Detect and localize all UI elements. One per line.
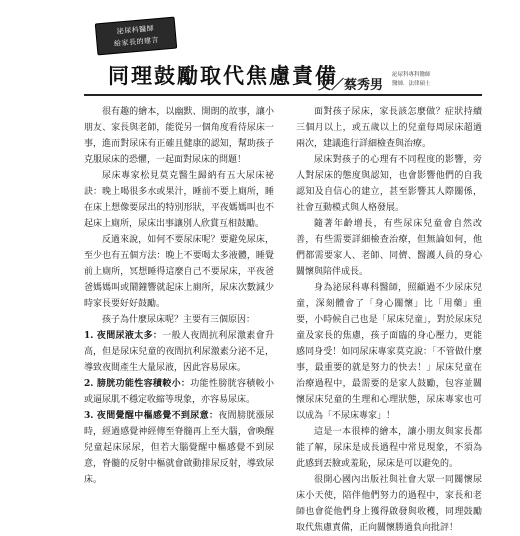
- cause-heading: 1. 夜間尿液太多：: [84, 331, 163, 341]
- cause-text: 一般人夜間抗利尿激素會升高，但是尿床兒童的夜間抗利尿激素分泌不足，導致夜間產生大量尿液，因此容易尿床。: [84, 331, 274, 373]
- credential-line: 泌尿科專科醫師: [392, 72, 431, 78]
- cause-heading: 2. 膀胱功能性容積較小：: [84, 379, 191, 389]
- author-credentials: [392, 71, 462, 89]
- cause-text: 功能性膀胱容積較小或逼尿肌不穩定收縮等現象，亦容易尿床。: [84, 379, 274, 405]
- title-divider: [84, 94, 482, 96]
- paragraph: 反過來說，如何不要尿床呢？要避免尿床，至少也有五個方法：晚上不要喝太多液體，睡覺前上廁所，冥想睡得這麼自己不要尿床，平夜爸爸媽媽叫或鬧鐘響就起床上廁所，尿床次數減少時家長要好好鼓勵。: [84, 235, 274, 309]
- badge-line-2: 給家長的建言: [113, 36, 160, 48]
- paragraph: 很開心國內出版社與社會大眾一同關懷尿床小天使，陪伴他們努力的過程中，家長和老師也會從他們身上獲得啟發與收穫，同理鼓勵取代焦慮責備，正向關懷勝過負向批評！: [296, 475, 482, 533]
- left-text-column: [84, 104, 274, 489]
- cause-item: [84, 376, 274, 408]
- column-badge: [95, 17, 177, 56]
- paragraph: 尿床對孩子的心理有不同程度的影響，旁人對尿床的態度與認知，也會影響他們的自我認知及自信心的建立，甚至影響其人際關係，社會互動模式與人格發展。: [296, 155, 482, 213]
- author-byline: 文／蔡秀男: [318, 78, 384, 93]
- cause-item: [84, 328, 274, 376]
- article-title: 同理鼓勵取代焦慮責備: [108, 64, 338, 88]
- badge-line-1: 泌尿科醫師: [116, 24, 155, 36]
- credential-line: 醫師．法律碩士: [392, 81, 431, 87]
- paragraph: 孩子為什麼尿床呢？主要有三個原因：: [102, 315, 256, 325]
- cause-item: [84, 408, 274, 488]
- paragraph: 這是一本很棒的繪本，讓小朋友與家長都能了解，尿床是成長過程中常見現象，不須為此感到丟臉或羞恥，尿床是可以避免的。: [296, 427, 482, 469]
- right-text-column: [296, 104, 482, 533]
- paragraph: 身為泌尿科專科醫師，照顧過不少尿床兒童，深刻體會了「身心關懷」比「用藥」重要，小時候自己也是「尿床兒童」，對於尿床兒童及家長的焦慮，孩子面臨的身心壓力，更能感同身受！如同尿床專家莫克說：「不管做什麼事，最重要的就是努力的快去！」尿床兒童在治療過程中，最需要的是家人鼓勵，包容並關懷尿床兒童的生理和心理狀態，尿床專家也可以成為「不尿床專家」！: [296, 283, 482, 421]
- paragraph: 很有趣的繪本，以幽默、開朗的故事，讓小朋友、家長與老師，能從另一個角度看待尿床一事，進而對尿床有正確且健康的認知，幫助孩子克服尿床的恐懼，一起面對尿床的問題！: [84, 107, 274, 165]
- cause-heading: 3. 夜間覺醒中樞感覺不到尿意：: [84, 411, 219, 421]
- paragraph: 面對孩子尿床，家長該怎麼做？症狀持續三個月以上，或五歲以上的兒童每周尿床超過兩次，建議進行詳細檢查與治療。: [296, 107, 482, 149]
- cause-text: 夜間膀胱漲尿時，經過感覺神經傳至脊髓再上至大腦，會喚醒兒童起床尿尿，但若大腦覺醒中樞感覺不到尿意，脊髓的反射中樞就會啟動排尿反射，導致尿床。: [84, 411, 274, 485]
- paragraph: 尿床專家松見莫克醫生歸納有五大尿床祕訣：晚上喝很多水或果汁，睡前不要上廁所，睡在床上想像要尿出的特別形狀，平夜媽媽叫也不起床上廁所，尿床出事讓別人欣賞互相鼓勵。: [84, 171, 274, 229]
- paragraph: 隨著年齡增長，有些尿床兒童會自然改善，有些需要詳細檢查治療，但無論如何，他們都需要家人、老師、同儕、醫護人員的身心關懷與陪伴成長。: [296, 219, 482, 277]
